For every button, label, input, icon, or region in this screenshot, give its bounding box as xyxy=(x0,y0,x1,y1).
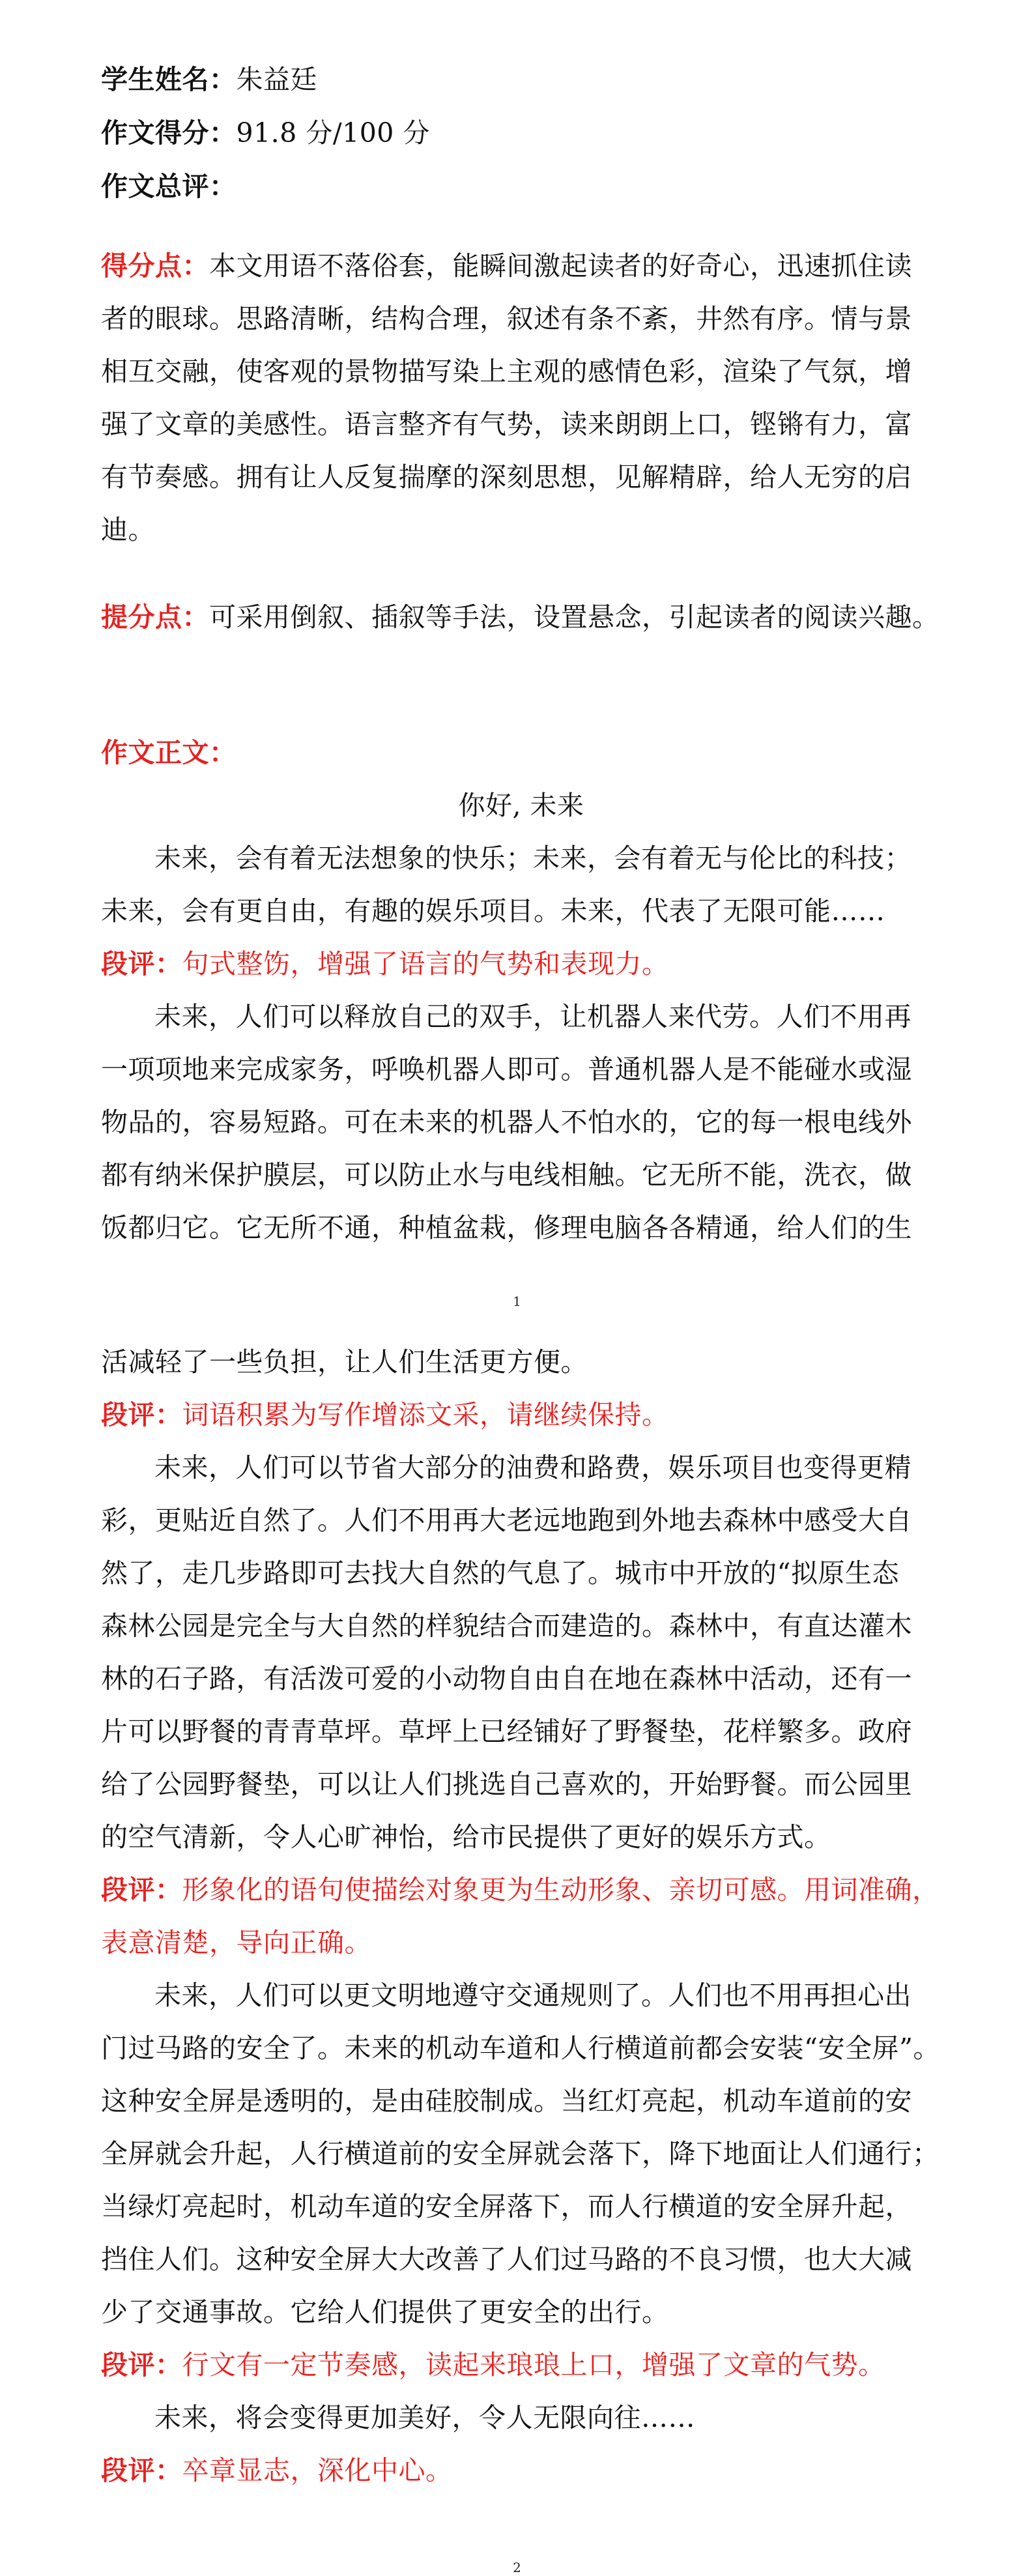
comment-2 xyxy=(101,1389,941,1441)
comment-4-label: 段评： xyxy=(101,2349,182,2381)
para3-line-4: 森林公园是完全与大自然的样貌结合而建造的。森林中，有直达灌木 xyxy=(101,1610,912,1642)
student-name-label: 学生姓名： xyxy=(101,64,237,95)
comment-1-label: 段评： xyxy=(101,948,182,979)
comment-4-text: 行文有一定节奏感，读起来琅琅上口，增强了文章的气势。 xyxy=(182,2349,885,2381)
strengths-line-3: 相互交融，使客观的景物描写染上主观的感情色彩，渲染了气氛，增 xyxy=(101,356,912,387)
score-line xyxy=(101,107,941,159)
para5-line-1: 未来，将会变得更加美好，令人无限向往…… xyxy=(154,2402,695,2433)
essay-title: 你好, 未来 xyxy=(458,790,584,821)
comment-5 xyxy=(101,2444,941,2496)
strengths-line-2: 者的眼球。思路清晰，结构合理，叙述有条不紊，井然有序。情与景 xyxy=(101,303,912,334)
comment-3-label: 段评： xyxy=(101,1874,182,1905)
comment-3-text-1: 形象化的语句使描绘对象更为生动形象、亲切可感。用词准确， xyxy=(182,1874,940,1905)
comment-5-text: 卒章显志，深化中心。 xyxy=(182,2455,453,2486)
comment-1 xyxy=(101,938,941,990)
strengths-line-1 xyxy=(101,240,941,292)
para3-line-7: 给了公园野餐垫，可以让人们挑选自己喜欢的，开始野餐。而公园里 xyxy=(101,1769,912,1800)
comment-3-line-2: 表意清楚，导向正确。 xyxy=(101,1927,371,1958)
para3-line-3: 然了，走几步路即可去找大自然的气息了。城市中开放的“拟原生态 xyxy=(101,1557,899,1589)
para4-line-3: 这种安全屏是透明的，是由硅胶制成。当红灯亮起，机动车道前的安 xyxy=(101,2085,912,2117)
para4-line-2: 门过马路的安全了。未来的机动车道和人行横道前都会安装“安全屏”。 xyxy=(101,2033,940,2064)
strengths-line-4: 强了文章的美感性。语言整齐有气势，读来朗朗上口，铿锵有力，富 xyxy=(101,409,912,440)
para1-line-2: 未来，会有更自由，有趣的娱乐项目。未来，代表了无限可能…… xyxy=(101,895,885,927)
para3-line-6: 片可以野餐的青青草坪。草坪上已经铺好了野餐垫，花样繁多。政府 xyxy=(101,1716,912,1747)
para3-line-1: 未来，人们可以节省大部分的油费和路费，娱乐项目也变得更精 xyxy=(154,1452,912,1483)
essay-label: 作文正文： xyxy=(101,737,237,768)
comment-3-line-1 xyxy=(101,1864,941,1916)
strengths-text-1: 本文用语不落俗套，能瞬间激起读者的好奇心，迅速抓住读 xyxy=(209,250,912,282)
strengths-label: 得分点： xyxy=(101,250,209,282)
para3-line-8: 的空气清新，令人心旷神怡，给市民提供了更好的娱乐方式。 xyxy=(101,1821,831,1853)
score-label: 作文得分： xyxy=(101,117,237,149)
comment-2-text: 词语积累为写作增添文采，请继续保持。 xyxy=(182,1399,669,1430)
para4-line-1: 未来，人们可以更文明地遵守交通规则了。人们也不用再担心出 xyxy=(154,1980,912,2011)
para1-line-1: 未来，会有着无法想象的快乐；未来，会有着无与伦比的科技； xyxy=(154,843,912,874)
para3-line-5: 林的石子路，有活泼可爱的小动物自由自在地在森林中活动，还有一 xyxy=(101,1663,912,1694)
strengths-line-6: 迪。 xyxy=(101,514,155,545)
para2-line-3: 物品的，容易短路。可在未来的机器人不怕水的，它的每一根电线外 xyxy=(101,1107,912,1138)
comment-4 xyxy=(101,2339,941,2391)
score-value: 91.8 分/100 分 xyxy=(236,117,430,149)
page-number-1: 1 xyxy=(513,1294,521,1309)
improve-text: 可采用倒叙、插叙等手法，设置悬念，引起读者的阅读兴趣。 xyxy=(209,601,940,633)
student-name-value: 朱益廷 xyxy=(236,64,317,95)
summary-heading: 作文总评： xyxy=(101,171,237,202)
para2-line-5: 饭都归它。它无所不通，种植盆栽，修理电脑各各精通，给人们的生 xyxy=(101,1212,912,1243)
comment-1-text: 句式整饬，增强了语言的气势和表现力。 xyxy=(182,948,669,979)
comment-5-label: 段评： xyxy=(101,2455,182,2486)
para2-line-6: 活减轻了一些负担，让人们生活更方便。 xyxy=(101,1346,588,1378)
para3-line-2: 彩，更贴近自然了。人们不用再大老远地跑到外地去森林中感受大自 xyxy=(101,1505,912,1536)
para2-line-1: 未来，人们可以释放自己的双手，让机器人来代劳。人们不用再 xyxy=(154,1001,912,1032)
improve-line xyxy=(101,591,941,643)
para2-line-2: 一项项地来完成家务，呼唤机器人即可。普通机器人是不能碰水或湿 xyxy=(101,1054,912,1085)
para4-line-7: 少了交通事故。它给人们提供了更安全的出行。 xyxy=(101,2296,669,2328)
student-name-line xyxy=(101,53,941,106)
comment-2-label: 段评： xyxy=(101,1399,182,1430)
strengths-line-5: 有节奏感。拥有让人反复揣摩的深刻思想，见解精辟，给人无穷的启 xyxy=(101,461,912,493)
para4-line-5: 当绿灯亮起时，机动车道的安全屏落下，而人行横道的安全屏升起， xyxy=(101,2191,912,2222)
improve-label: 提分点： xyxy=(101,601,209,633)
para4-line-6: 挡住人们。这种安全屏大大改善了人们过马路的不良习惯，也大大减 xyxy=(101,2244,912,2275)
para2-line-4: 都有纳米保护膜层，可以防止水与电线相触。它无所不能，洗衣，做 xyxy=(101,1159,912,1191)
page-2 xyxy=(0,1310,1034,2576)
para4-line-4: 全屏就会升起，人行横道前的安全屏就会落下，降下地面让人们通行； xyxy=(101,2138,940,2169)
page-number-2: 2 xyxy=(513,2560,521,2575)
